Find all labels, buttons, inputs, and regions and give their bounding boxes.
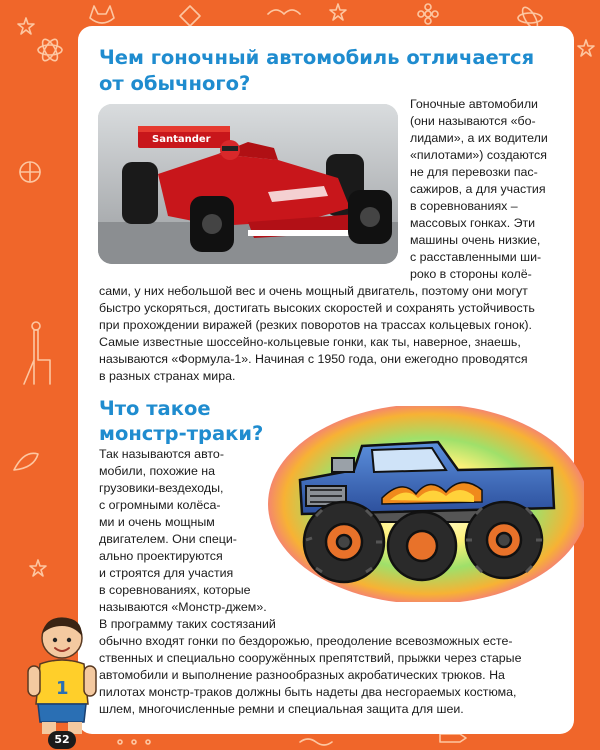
section2-side-line: ми и очень мощным <box>99 515 215 529</box>
section2-side-line: с огромными колёса- <box>99 498 221 512</box>
section2-side-line: ально проектируются <box>99 549 223 563</box>
section2-body-line: пилотах монстр-траков должны быть надеты два несгораемых костюма, <box>99 685 517 699</box>
section1-side-line: сажиров, а для участия <box>410 182 546 196</box>
section1-side-line: машины очень низкие, <box>410 233 541 247</box>
section1-body-line: называются «Формула-1». Начиная с 1950 года, они ежегодно проводятся <box>99 352 528 366</box>
section2-body-line: ственных и специально сооружённых препятствий, прыжки через старые <box>99 651 522 665</box>
section1-side-line: массовых гонках. Эти <box>410 216 536 230</box>
section2-title-line-1: Что такое <box>99 397 211 420</box>
section1-side-line: (они называются «бо- <box>410 114 536 128</box>
section1-side-line: лидами», а их водители <box>410 131 548 145</box>
section2-body-line: шлем, многочисленные ремни и специальная защита для шеи. <box>99 702 464 716</box>
star-doodle <box>578 40 594 56</box>
section1-side-line: в соревнованиях – <box>410 199 518 213</box>
flower-doodle <box>418 4 438 24</box>
dots-doodle <box>118 740 150 744</box>
section1-side-line: роко в стороны колё- <box>410 267 532 281</box>
section2-body-line: обычно входят гонки по бездорожью, преодоление всевозможных есте- <box>99 634 513 648</box>
star-doodle <box>30 560 46 576</box>
giraffe-doodle <box>24 322 50 384</box>
race-car-illustration <box>98 104 398 264</box>
kid-mascot-illustration <box>22 612 102 736</box>
race-car-photo <box>98 104 398 264</box>
section1-side-line: «пилотами») создаются <box>410 148 547 162</box>
monster-truck-illustration <box>262 406 584 602</box>
section1-body-line: при прохождении виражей (резких поворотов на трассах кольцевых гонок). <box>99 318 532 332</box>
section2-side-line: в соревнованиях, которые <box>99 583 251 597</box>
section1-side-line: не для перевозки пас- <box>410 165 538 179</box>
section1-body-line: быстро ускоряться, достигать высоких скоростей и сохранять устойчивость <box>99 301 535 315</box>
section2-side-line: мобили, похожие на <box>99 464 216 478</box>
section1-body-line: сами, у них небольшой вес и очень мощный двигатель, поэтому они могут <box>99 284 528 298</box>
section2-side-line: называются «Монстр-джем». <box>99 600 267 614</box>
section2-side-line: Так называются авто- <box>99 447 224 461</box>
section2-side-line: двигателем. Они специ- <box>99 532 237 546</box>
bird-doodle <box>268 10 300 14</box>
page-number: 52 <box>48 731 76 749</box>
car-sponsor-label: Santander <box>152 134 211 145</box>
section2-side-line: и строятся для участия <box>99 566 234 580</box>
star-doodle <box>330 4 346 20</box>
section2-side-line: В программу таких состязаний <box>99 617 276 631</box>
section1-title-line-2: от обычного? <box>99 72 251 95</box>
kid-shirt-number: 1 <box>56 678 69 699</box>
rocket-doodle <box>440 734 466 742</box>
section1-body-line: в разных странах мира. <box>99 369 236 383</box>
cat-doodle <box>90 6 114 23</box>
wave-doodle <box>300 739 332 745</box>
section1-side-line: с расставленными ши- <box>410 250 542 264</box>
section2-body-line: автомобили и выполнение разнообразных акробатических трюков. На <box>99 668 505 682</box>
section1-body-line: Самые известные шоссейно-кольцевые гонки, как ты, наверное, знаешь, <box>99 335 521 349</box>
star-doodle <box>18 18 34 34</box>
section2-title-line-2: монстр-траки? <box>99 422 264 445</box>
section1-side-line: Гоночные автомобили <box>410 97 538 111</box>
pinwheel-doodle <box>20 162 40 182</box>
atom-doodle <box>38 37 62 63</box>
section1-title-line-1: Чем гоночный автомобиль отличается <box>99 46 535 69</box>
section2-side-line: грузовики-вездеходы, <box>99 481 224 495</box>
leaf-doodle <box>14 453 38 470</box>
